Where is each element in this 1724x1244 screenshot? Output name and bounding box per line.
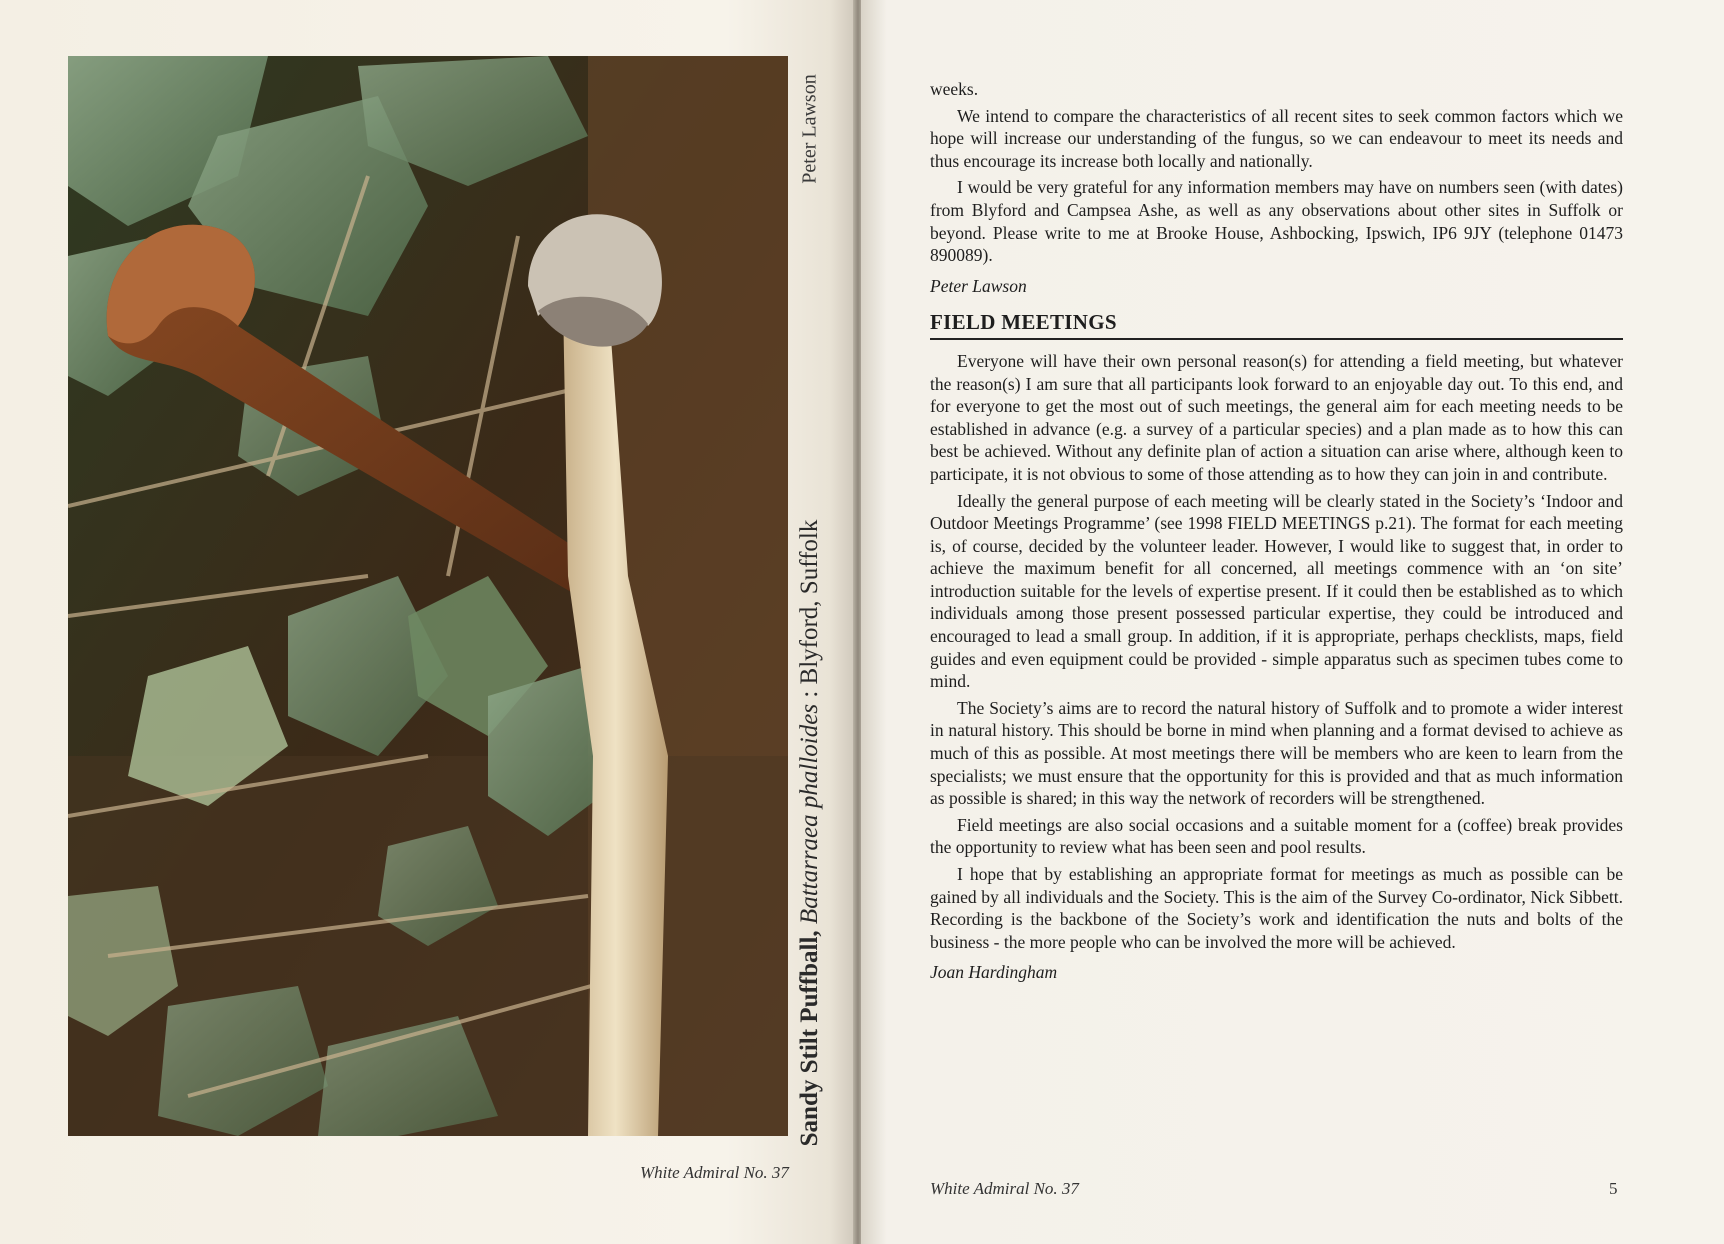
signature-peter-lawson: Peter Lawson: [930, 275, 1027, 296]
caption-latin-name: Battarraea phalloides: [796, 703, 823, 925]
intro-paragraph-3: I would be very grateful for any information members may have on numbers seen (with dates) from Blyford and Campsea Ashe, as well as any observations about other sites in Suffolk or beyond. Please write to me at Brooke House, Ashbocking, Ipswich, IP6 9JY (telephone 01473 890089).: [930, 177, 1623, 266]
photo-illustration: [68, 56, 788, 1136]
article-text: [930, 78, 1623, 992]
main-paragraph-2: Ideally the general purpose of each meeting will be clearly stated in the Society’s ‘Indoor and Outdoor Meetings Programme’ (see 1998 FIELD MEETINGS p.21). The format for each meeting is, of course, decided by the volunteer leader. However, I would like to suggest that, in order to achieve the maximum benefit for all concerned, all meetings commence with an ‘on site’ introduction suitable for the levels of expertise present. If it could then be established as to which individuals among those present possessed particular expertise, they could be introduced and encouraged to lead a small group. In addition, if it is appropriate, perhaps checklists, maps, field guides and even equipment could be provided - simple apparatus such as specimen tubes come to mind.: [930, 490, 1623, 692]
main-paragraph-4: Field meetings are also social occasions and a suitable moment for a (coffee) break provides the opportunity to review what has been seen and pool results.: [930, 814, 1623, 858]
signature-joan-hardingham: Joan Hardingham: [930, 962, 1058, 983]
main-paragraph-3: The Society’s aims are to record the natural history of Suffolk and to promote a wider interest in natural history. This should be borne in mind when planning and a format devised to achieve as much of this as possible. At most meetings there will be members who are keen to learn from the specialists; we must ensure that the opportunity for this is provided and that as much information as possible is shared; in this way the network of recorders will be strengthened.: [930, 697, 1623, 809]
intro-paragraph-1: weeks.: [930, 79, 979, 99]
main-paragraph-1: Everyone will have their own personal reason(s) for attending a field meeting, but whatever the reason(s) I am sure that all participants look forward to an enjoyable day out. To this end, and for everyone to get the most out of such meetings, the general aim for each meeting needs to be established in advance (e.g. a survey of a particular species) and a plan made as to how this can best be achieved. Without any definite plan of action a situation can arise where, although keen to participate, it is not obvious to some of those attending as to how they can join in and contribute.: [930, 350, 1623, 484]
photo-caption: [794, 519, 826, 1147]
right-page-footer-title: White Admiral No. 37: [930, 1179, 1079, 1198]
caption-location: : Blyford, Suffolk: [796, 519, 823, 698]
left-page: [0, 0, 855, 1244]
photo-credit: [796, 54, 824, 204]
section-heading-field-meetings: FIELD MEETINGS: [930, 311, 1623, 340]
fungus-photograph: [68, 56, 788, 1136]
caption-common-name: Sandy Stilt Puffball,: [796, 930, 823, 1147]
photo-credit-text: Peter Lawson: [798, 74, 821, 184]
intro-paragraph-2: We intend to compare the characteristics of all recent sites to seek common factors which we hope will increase our understanding of the fungus, so we can endeavour to meet its needs and thus encourage its increase both locally and nationally.: [930, 105, 1623, 171]
main-paragraph-5: I hope that by establishing an appropriate format for meetings as much as possible can be gained by all individuals and the Society. This is the aim of the Survey Co-ordinator, Nick Sibbett. Recording is the backbone of the Society’s work and identification the nuts and bolts of the business - the more people who can be involved the more will be achieved.: [930, 864, 1623, 952]
left-page-footer: White Admiral No. 37: [640, 1163, 789, 1182]
page-number: 5: [1609, 1179, 1618, 1198]
